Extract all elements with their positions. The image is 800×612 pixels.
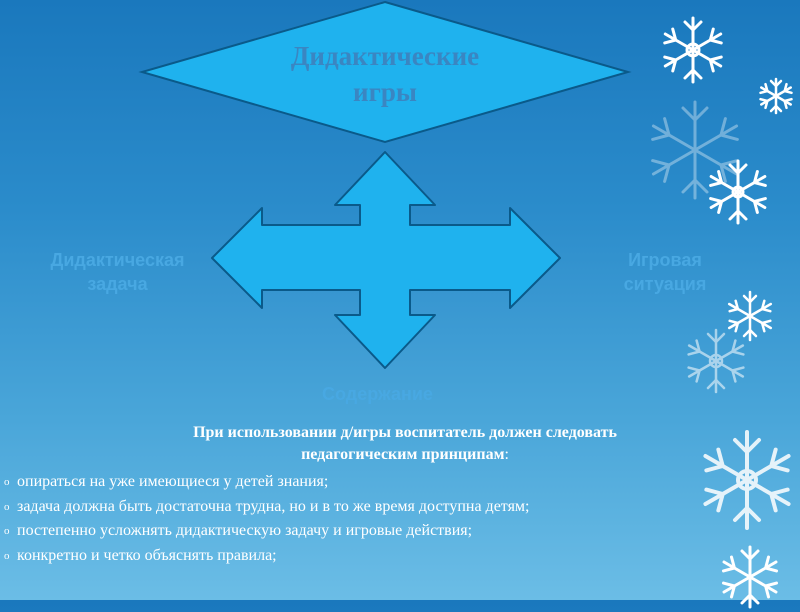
four-way-arrow (212, 152, 560, 368)
lead-line-2 (105, 444, 705, 466)
bullet-icon: o (4, 500, 10, 513)
lead-paragraph (105, 422, 705, 466)
lead-line-2-text: педагогическим принципам (301, 446, 505, 463)
bottom-label: Содержание (322, 384, 433, 404)
bullet-icon: o (4, 476, 10, 488)
right-label-line-2: ситуация (623, 274, 707, 294)
list-item (0, 519, 800, 544)
list-item (0, 544, 800, 569)
list-item-text: конкретно и четко объяснять правила; (17, 546, 277, 564)
principles-list (0, 470, 800, 568)
bullet-icon: o (4, 549, 10, 562)
left-label-line-1: Дидактическая (50, 250, 185, 270)
principles-text (0, 422, 800, 568)
list-item-text: задача должна быть достаточна трудна, но и в то же время доступна детям; (17, 497, 530, 515)
lead-colon: : (504, 446, 509, 463)
list-item-text: постепенно усложнять дидактическую задачу и игровые действия; (17, 522, 473, 539)
lead-line-1: При использовании д/игры воспитатель должен следовать (193, 424, 617, 441)
right-label-line-1: Игровая (628, 250, 702, 270)
diagram-title (235, 38, 535, 110)
title-line-1: Дидактические (290, 41, 480, 71)
left-label-line-2: задача (87, 274, 148, 294)
left-label (25, 248, 210, 296)
title-line-2: игры (353, 77, 417, 107)
list-item-text: опираться на уже имеющиеся у детей знания; (17, 473, 329, 490)
list-item (0, 495, 800, 520)
bullet-icon: o (4, 525, 10, 537)
right-label (600, 248, 730, 296)
list-item (0, 470, 800, 495)
